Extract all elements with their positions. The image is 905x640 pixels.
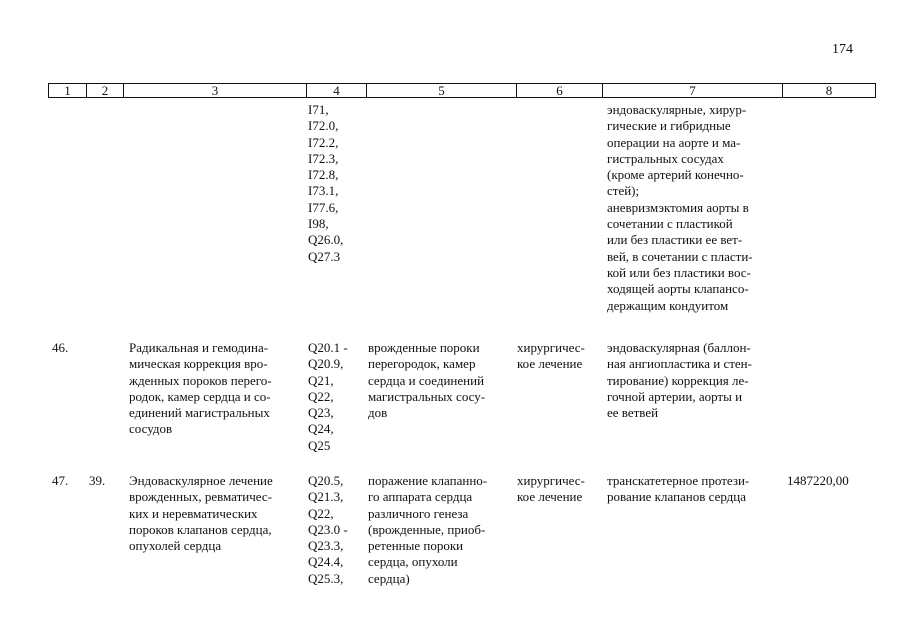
model-line: перегородок, камер [368,356,476,372]
method-line: транскатетерное протези- [607,473,750,488]
code-line: Q23, [308,405,334,421]
model-line: ретенные пороки [368,538,464,554]
method-line: гистральных сосудах [607,150,724,166]
treatment-line: хирургичес- [517,473,585,488]
method-line: тирование) коррекция ле- [607,372,749,388]
row-46-method [607,340,775,421]
method-line: держащим кондуитом [607,297,729,313]
code-line: I71, [308,102,329,117]
code-line: I77.6, [308,199,339,215]
method-line: аневризмэктомия аорты в [607,199,749,215]
method-line: гические и гибридные [607,118,731,134]
method-line: гочной артерии, аорты и [607,388,743,404]
name-line: родок, камер сердца и со- [129,388,271,404]
code-line: Q20.1 - [308,340,348,355]
row-47-model [368,473,504,587]
row-46-num: 46. [52,340,69,355]
treatment-line: кое лечение [517,356,583,372]
code-line: Q26.0, [308,232,344,248]
code-line: I73.1, [308,183,339,199]
row-46-treatment [517,340,585,373]
header-col-3: 3 [123,84,306,97]
code-line: Q20.9, [308,356,344,372]
name-line: ких и неревматических [129,505,258,521]
name-line: пороков клапанов сердца, [129,521,272,537]
page-number: 174 [832,42,853,57]
continuation-method [607,102,775,314]
method-line: ее ветвей [607,405,659,421]
code-line: Q25.3, [308,570,344,586]
model-line: врожденные пороки [368,340,480,355]
code-line: Q23.3, [308,538,344,554]
header-col-8: 8 [782,84,875,97]
name-line: Эндоваскулярное лечение [129,473,273,488]
method-line: ная ангиопластика и стен- [607,356,752,372]
method-line: эндоваскулярные, хирур- [607,102,747,117]
row-47-treatment [517,473,585,506]
name-line: врожденных, ревматичес- [129,489,272,505]
method-line: эндоваскулярная (баллон- [607,340,751,355]
model-line: сердца, опухоли [368,554,458,570]
row-47-group: 39. [89,473,106,488]
header-col-5: 5 [366,84,516,97]
code-line: I72.3, [308,150,339,166]
method-line: ходящей аорты клапансо- [607,281,749,297]
model-line: сердца и соединений [368,372,485,388]
row-46-codes [308,340,348,454]
header-col-4: 4 [306,84,366,97]
method-line: стей); [607,183,640,199]
model-line: поражение клапанно- [368,473,488,488]
name-line: сосудов [129,421,173,437]
row-47-cost: 1487220,00 [787,473,849,488]
treatment-line: хирургичес- [517,340,585,355]
method-line: вей, в сочетании с пласти- [607,248,753,264]
method-line: рование клапанов сердца [607,489,747,505]
code-line: I98, [308,216,329,232]
header-col-1: 1 [64,83,71,98]
code-line: Q21.3, [308,489,344,505]
code-line: Q24.4, [308,554,344,570]
code-line: Q21, [308,372,334,388]
code-line: I72.0, [308,118,339,134]
method-line: (кроме артерий конечно- [607,167,744,183]
header-col-7: 7 [602,84,782,97]
name-line: Радикальная и гемодина- [129,340,269,355]
code-line: Q27.3 [308,248,341,264]
model-line: го аппарата сердца [368,489,473,505]
code-line: Q23.0 - [308,521,348,537]
model-line: магистральных сосу- [368,388,486,404]
method-line: кой или без пластики вос- [607,264,751,280]
method-line: операции на аорте и ма- [607,134,741,150]
row-46-name [129,340,297,438]
code-line: I72.2, [308,134,339,150]
code-line: Q22, [308,505,334,521]
model-line: различного генеза [368,505,469,521]
method-line: или без пластики ее вет- [607,232,743,248]
model-line: сердца) [368,570,410,586]
header-col-6: 6 [516,84,602,97]
code-line: Q24, [308,421,334,437]
name-line: опухолей сердца [129,538,222,554]
row-47-num: 47. [52,473,69,488]
name-line: жденных пороков перего- [129,372,272,388]
name-line: мическая коррекция вро- [129,356,268,372]
code-line: Q20.5, [308,473,344,488]
table-header [48,83,876,98]
code-line: I72.8, [308,167,339,183]
row-47-method [607,473,775,506]
header-col-2: 2 [86,84,123,97]
model-line: (врожденные, приоб- [368,521,486,537]
method-line: сочетании с пластикой [607,216,733,232]
row-47-name [129,473,297,554]
code-line: Q25 [308,437,331,453]
continuation-codes [308,102,343,265]
model-line: дов [368,405,388,421]
treatment-line: кое лечение [517,489,583,505]
name-line: единений магистральных [129,405,270,421]
row-46-model [368,340,504,421]
row-47-codes [308,473,348,587]
code-line: Q22, [308,388,334,404]
